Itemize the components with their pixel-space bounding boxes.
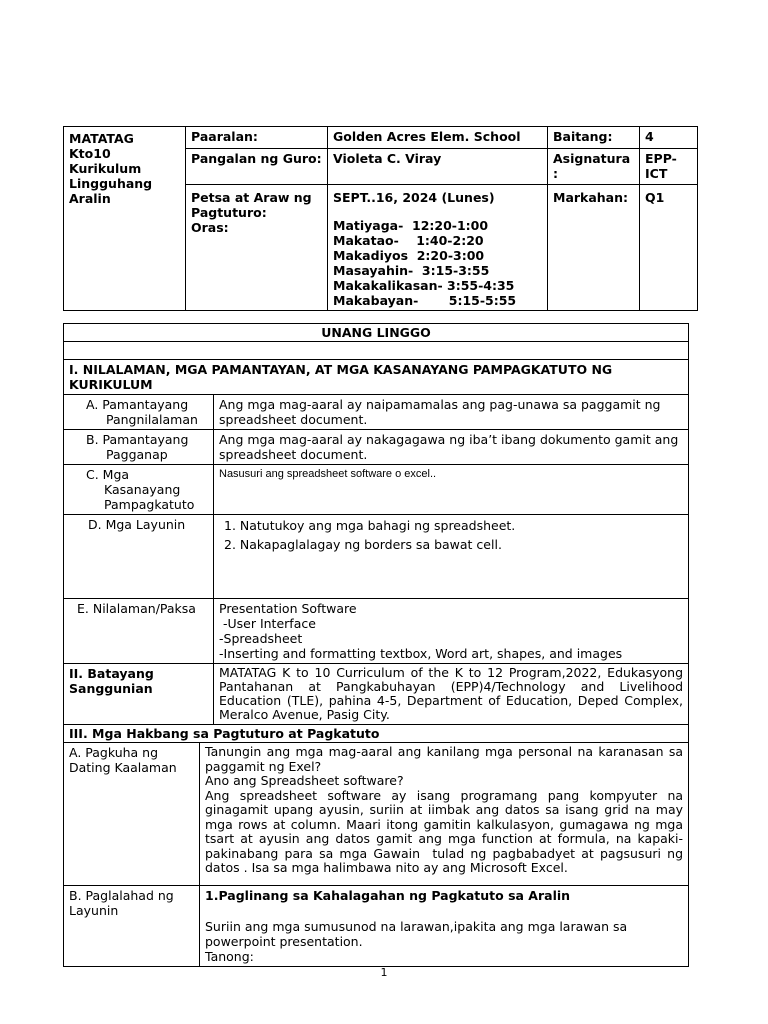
row-value-kasanayang-pampagkatuto: Nasusuri ang spreadsheet software o excel.. [214, 465, 689, 515]
schedule-item: Makadiyos 2:20-3:00 [333, 248, 485, 263]
schedule-item: Makatao- 1:40-2:20 [333, 233, 484, 248]
baitang-label: Baitang: [548, 127, 640, 149]
section-2-label: II. Batayang Sanggunian [64, 664, 214, 725]
asignatura-value: EPP- ICT [640, 149, 698, 185]
row-label-kasanayang-pampagkatuto: C. Mga Kasanayang Pampagkatuto [64, 465, 214, 515]
guro-label: Pangalan ng Guro: [186, 149, 328, 185]
guro-value: Violeta C. Viray [328, 149, 548, 185]
layunin-item: 1. Natutukoy ang mga bahagi ng spreadsheet. [224, 518, 516, 533]
paaralan-value: Golden Acres Elem. School [328, 127, 548, 149]
row-label-pagkuha: A. Pagkuha ng Dating Kaalaman [64, 743, 200, 886]
layunin-item: 2. Nakapaglalagay ng borders sa bawat cell. [224, 537, 502, 552]
row-value-pagkuha: Tanungin ang mga mag-aaral ang kanilang mga personal na karanasan sa paggamit ng Exel? Ano ang Spreadsheet software? Ang spreadsheet software ay isang programang pang kompyuter na ginagamit upang ayusin, suriin at iimbak ang datos sa isang grid na may mga rows at column. Maari itong gamitin kalkulasyon, gumagawa ng mga tsart at ayusin ang datos gamit ang mga function at formula, na kapaki-pakinabang para sa mga Gawain tulad ng pagbabadyet at pagsusuri ng datos . Isa sa mga halimbawa nito ay ang Microsoft Excel. [200, 743, 689, 886]
lesson-table [63, 323, 689, 967]
row-value-nilalaman-paksa: Presentation Software -User Interface -Spreadsheet -Inserting and formatting textbox, Word art, shapes, and images [214, 599, 689, 664]
row-label-pamantayang-pagganap: B. Pamantayang Pagganap [64, 430, 214, 465]
section-1-title: I. NILALAMAN, MGA PAMANTAYAN, AT MGA KASANAYANG PAMPAGKATUTO NG KURIKULUM [64, 360, 689, 395]
asignatura-label: Asignatura : [548, 149, 640, 185]
schedule-item: Matiyaga- 12:20-1:00 [333, 218, 489, 233]
row-value-pamantayang-pangnilalaman: Ang mga mag-aaral ay naipamamalas ang pag-unawa sa paggamit ng spreadsheet document. [214, 395, 689, 430]
row-label-pamantayang-pangnilalaman: A. Pamantayang Pangnilalaman [64, 395, 214, 430]
header-table [63, 126, 698, 311]
row-label-paglalahad: B. Paglalahad ng Layunin [64, 886, 200, 967]
empty-row [64, 342, 689, 360]
row-value-layunin [214, 515, 689, 599]
section-2-value: MATATAG K to 10 Curriculum of the K to 12 Program,2022, Edukasyong Pantahanan at Pangkabuhayan (EPP)4/Technology and Livelihood Education (TLE), pahina 4-5, Department of Education, Deped Complex, Meralco Avenue, Pasig City. [214, 664, 689, 725]
row-value-paglalahad: 1.Paglinang sa Kahalagahan ng Pagkatuto sa Aralin Suriin ang mga sumusunod na larawan,ipakita ang mga larawan sa powerpoint presentation. Tanong: [200, 886, 689, 967]
lesson-type-title: MATATAG Kto10 Kurikulum Lingguhang Aralin [64, 127, 186, 311]
petsa-value: SEPT..16, 2024 (Lunes) Matiyaga- 12:20-1:00 Makatao- 1:40-2:20 Makadiyos 2:20-3:00 Masayahin- 3:15-3:55 Makakalikasan- 3:55-4:35 Makabayan- 5:15-5:55 [328, 185, 548, 311]
schedule-item: Makakalikasan- 3:55-4:35 [333, 278, 515, 293]
page-number: 1 [380, 966, 388, 979]
paaralan-label: Paaralan: [186, 127, 328, 149]
row-label-layunin: D. Mga Layunin [64, 515, 214, 599]
baitang-value: 4 [640, 127, 698, 149]
row-label-nilalaman-paksa: E. Nilalaman/Paksa [64, 599, 214, 664]
row-value-pamantayang-pagganap: Ang mga mag-aaral ay nakagagawa ng iba’t ibang dokumento gamit ang spreadsheet document. [214, 430, 689, 465]
section-3-title: III. Mga Hakbang sa Pagtuturo at Pagkatuto [64, 725, 689, 743]
petsa-label: Petsa at Araw ng Pagtuturo: Oras: [186, 185, 328, 311]
markahan-value: Q1 [640, 185, 698, 311]
schedule-item: Masayahin- 3:15-3:55 [333, 263, 490, 278]
week-title: UNANG LINGGO [64, 324, 689, 342]
schedule-item: Makabayan- 5:15-5:55 [333, 293, 517, 308]
paglalahad-heading: 1.Paglinang sa Kahalagahan ng Pagkatuto sa Aralin [205, 888, 571, 903]
markahan-label: Markahan: [548, 185, 640, 311]
